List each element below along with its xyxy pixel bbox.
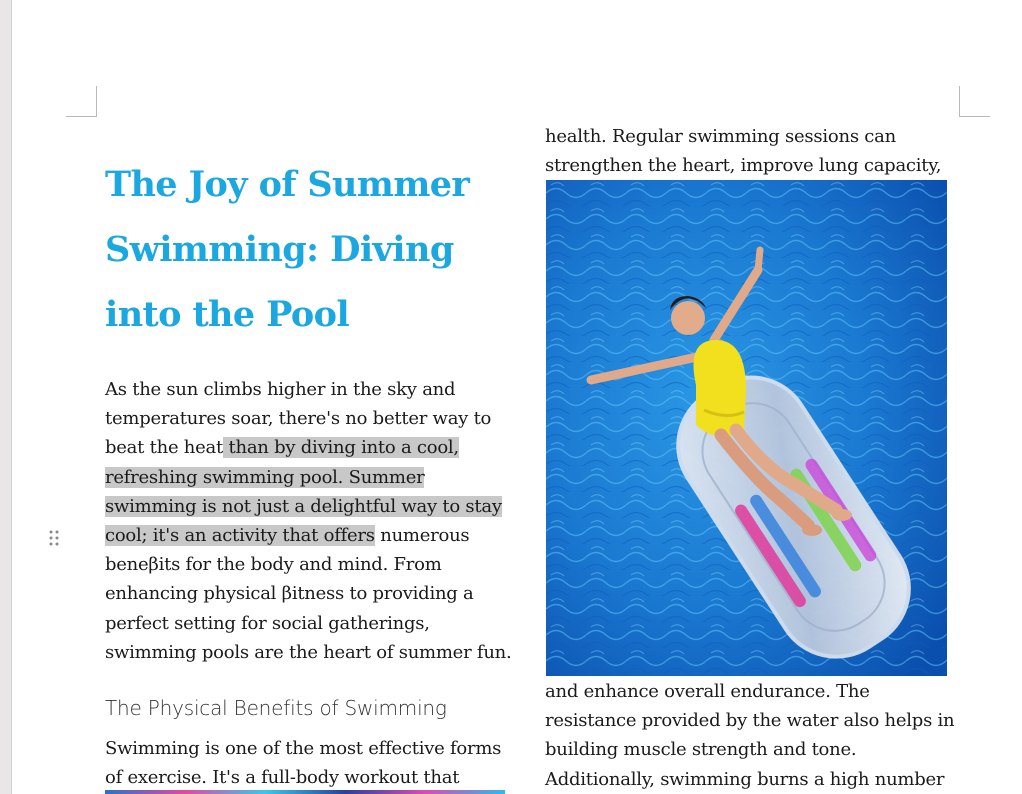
document-title[interactable]: The Joy of Summer Swimming: Diving into the Pool: [105, 164, 470, 335]
section-heading[interactable]: The Physical Benefits of Swimming: [105, 696, 447, 720]
selected-text[interactable]: than by diving into a cool, refreshing swimming pool. Summer swimming is not just a delightful way to stay cool; it's an activity that offers: [105, 437, 502, 547]
margin-corner-mark-right: [959, 86, 990, 117]
left-gutter: [0, 0, 12, 794]
pool-float-photo[interactable]: [546, 180, 947, 676]
image-edge-strip: [105, 790, 505, 794]
column2-bottom-paragraph[interactable]: and enhance overall endurance. The resistance provided by the water also helps in building muscle strength and tone. Additionally, swimming burns a high number: [545, 681, 955, 790]
column2-top-paragraph[interactable]: health. Regular swimming sessions can strengthen the heart, improve lung capacity,: [545, 126, 942, 177]
margin-corner-mark-left: [66, 86, 97, 117]
intro-paragraph[interactable]: [105, 375, 515, 667]
drag-handle-icon[interactable]: [48, 529, 60, 547]
section-body-paragraph[interactable]: Swimming is one of the most effective forms of exercise. It's a full-body workout that: [105, 738, 502, 789]
intro-text-unselected: As the sun climbs higher in the sky and temperatures soar, there's no better way to beat the heat: [105, 379, 492, 459]
intro-text-rest: numerous beneβits for the body and mind. From enhancing physical βitness to providing a perfect setting for social gatherings, swimming pools are the heart of summer fun.: [105, 525, 512, 663]
